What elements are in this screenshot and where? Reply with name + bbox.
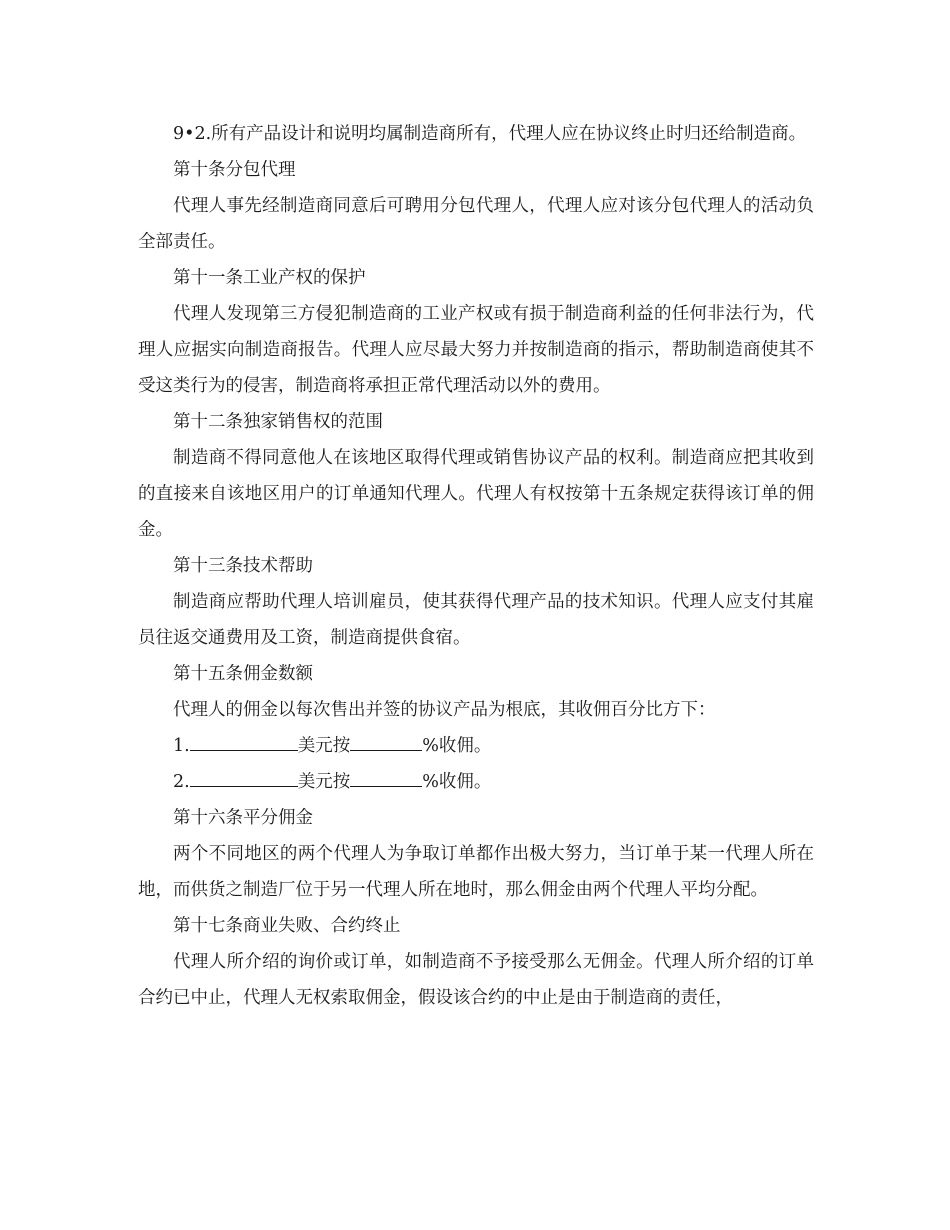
amount-blank-line: [190, 730, 298, 751]
clause-10-heading: 第十条分包代理: [173, 160, 296, 180]
amount-blank-line: [190, 766, 298, 787]
clause-16-heading: 第十六条平分佣金: [173, 808, 313, 828]
commission-item: [138, 764, 814, 800]
clause-15-text: 代理人的佣金以每次售出并签的协议产品为根底，其收佣百分比方下：: [173, 700, 716, 720]
clause-13-heading: 第十三条技术帮助: [173, 556, 313, 576]
clause-12-heading: 第十二条独家销售权的范围: [173, 412, 383, 432]
clause-15-heading: 第十五条佣金数额: [173, 664, 313, 684]
clause-16-text: 两个不同地区的两个代理人为争取订单都作出极大努力，当订单于某一代理人所在地，而供货之制造厂位于另一代理人所在地时，那么佣金由两个代理人平均分配。: [138, 844, 814, 900]
clause-11-heading: 第十一条工业产权的保护: [173, 268, 366, 288]
clause-9-2-text: 9•2.所有产品设计和说明均属制造商所有，代理人应在协议终止时归还给制造商。: [173, 124, 807, 144]
document-body: [138, 116, 814, 1016]
clause-13-text: 制造商应帮助代理人培训雇员，使其获得代理产品的技术知识。代理人应支付其雇员往返交通费用及工资，制造商提供食宿。: [138, 592, 814, 648]
clause-17-heading: 第十七条商业失败、合约终止: [173, 916, 401, 936]
commission-item: [138, 728, 814, 764]
commission-item-suffix: %收佣。: [422, 772, 492, 792]
clause-11-text: 代理人发现第三方侵犯制造商的工业产权或有损于制造商利益的任何非法行为，代理人应据实向制造商报告。代理人应尽最大努力并按制造商的指示，帮助制造商使其不受这类行为的侵害，制造商将承担正常代理活动以外的费用。: [138, 304, 814, 396]
clause-10-text: 代理人事先经制造商同意后可聘用分包代理人，代理人应对该分包代理人的活动负全部责任。: [138, 196, 814, 252]
commission-item-number: 2.: [173, 772, 190, 792]
percent-blank-line: [350, 730, 422, 751]
commission-item-middle: 美元按: [297, 772, 351, 792]
commission-item-middle: 美元按: [297, 736, 351, 756]
clause-12-text: 制造商不得同意他人在该地区取得代理或销售协议产品的权利。制造商应把其收到的直接来自该地区用户的订单通知代理人。代理人有权按第十五条规定获得该订单的佣金。: [138, 448, 814, 540]
commission-item-number: 1.: [173, 736, 190, 756]
commission-item-suffix: %收佣。: [422, 736, 492, 756]
percent-blank-line: [350, 766, 422, 787]
clause-17-text: 代理人所介绍的询价或订单，如制造商不予接受那么无佣金。代理人所介绍的订单合约已中止，代理人无权索取佣金，假设该合约的中止是由于制造商的责任，: [138, 952, 814, 1008]
